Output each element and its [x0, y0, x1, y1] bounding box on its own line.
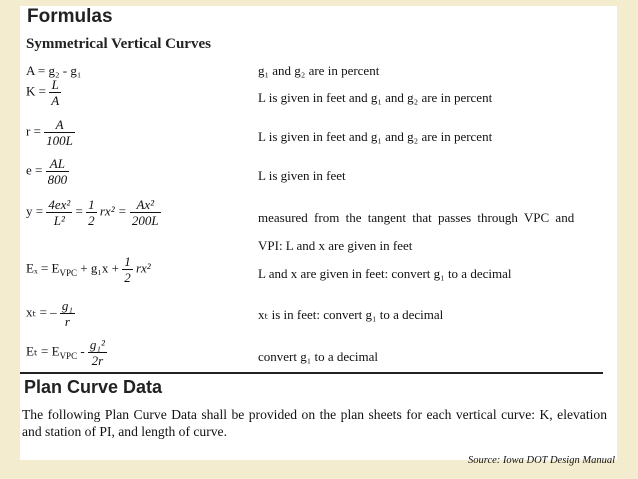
source-note: Source: Iowa DOT Design Manual: [468, 455, 615, 466]
formula-k-den: A: [51, 93, 60, 108]
plan-title: Plan Curve Data: [24, 377, 163, 397]
formula-et-fraction: [88, 337, 107, 368]
formula-k-fraction: [49, 77, 61, 108]
formula-e-fraction: [46, 156, 70, 187]
formula-ex-fraction: [122, 254, 133, 285]
formula-r-num: A: [44, 117, 75, 133]
formula-ex-tail: rx²: [135, 260, 151, 276]
formula-ex-den: 2: [124, 270, 131, 285]
formula-r-desc: L is given in feet and g₁ and g₂ are in percent: [258, 129, 493, 144]
formula-r-den: 100L: [46, 133, 73, 148]
formula-k: [26, 77, 61, 108]
formula-y-den2: 2: [88, 213, 95, 228]
formula-e-num: AL: [46, 156, 70, 172]
plan-paragraph: The following Plan Curve Data shall be provided on the plan sheets for each vertical curve: K, elevation and station of PI, and length of curve.: [22, 407, 607, 439]
formula-et-desc: convert g₁ to a decimal: [258, 349, 379, 364]
formula-y-desc: measured from the tangent that passes through VPC and: [258, 210, 575, 225]
formula-xt-desc: xₜ is in feet: convert g₁ to a decimal: [258, 307, 444, 322]
formula-a: A = g₂ - g₁: [26, 63, 82, 78]
formula-r: [26, 117, 75, 148]
section-divider: [20, 372, 603, 374]
formula-e: [26, 156, 69, 187]
formula-xt: [26, 298, 75, 329]
formula-k-num: L: [49, 77, 61, 93]
formula-ex-mid: + g₁x +: [80, 260, 119, 276]
formula-y-fraction-3: [130, 197, 161, 228]
formula-y-desc2: VPI: L and x are given in feet: [258, 238, 413, 253]
formula-a-desc: g₁ and g₂ are in percent: [258, 63, 380, 78]
formula-y-num3: Ax²: [130, 197, 161, 213]
formula-y-mid2: rx² =: [99, 203, 127, 219]
formula-y-eq: =: [75, 203, 83, 219]
formula-k-lhs: K =: [26, 83, 46, 99]
formula-ex-num: 1: [124, 254, 131, 269]
formula-y-den1: L²: [53, 213, 65, 228]
formula-y-lhs: y =: [26, 203, 44, 219]
formula-et-sub: VPC: [59, 351, 78, 362]
formula-y-fraction-2: [86, 197, 97, 228]
formula-e-desc: L is given in feet: [258, 168, 346, 183]
formula-et-num: g₁²: [89, 337, 105, 352]
formula-r-lhs: r =: [26, 123, 41, 139]
section-subtitle: Symmetrical Vertical Curves: [26, 36, 211, 52]
formula-et-mid: -: [80, 343, 85, 359]
formula-et-lhs: Eₜ = E: [26, 343, 60, 359]
formula-e-den: 800: [47, 172, 68, 187]
formula-y-fraction-1: [46, 197, 72, 228]
formula-y-num1: 4ex²: [48, 197, 71, 212]
page-title: Formulas: [27, 6, 113, 27]
formula-e-lhs: e =: [26, 162, 43, 178]
formula-ex-desc: L and x are given in feet: convert g₁ to a decimal: [258, 266, 512, 281]
formula-ex-lhs: Eₓ = E: [26, 260, 60, 276]
formula-ex: [26, 254, 151, 285]
formula-xt-fraction: [60, 298, 75, 329]
formula-y-den3: 200L: [131, 213, 159, 228]
formula-xt-num: g₁: [61, 298, 73, 313]
formula-y: [26, 197, 161, 228]
formula-xt-lhs: xₜ = –: [26, 304, 57, 320]
formula-et: [26, 337, 107, 368]
formula-et-den: 2r: [91, 353, 104, 368]
formula-xt-den: r: [64, 314, 70, 329]
formula-y-num2: 1: [88, 197, 95, 212]
formula-k-desc: L is given in feet and g₁ and g₂ are in percent: [258, 90, 493, 105]
formula-r-fraction: [44, 117, 75, 148]
formula-ex-sub: VPC: [59, 268, 77, 279]
